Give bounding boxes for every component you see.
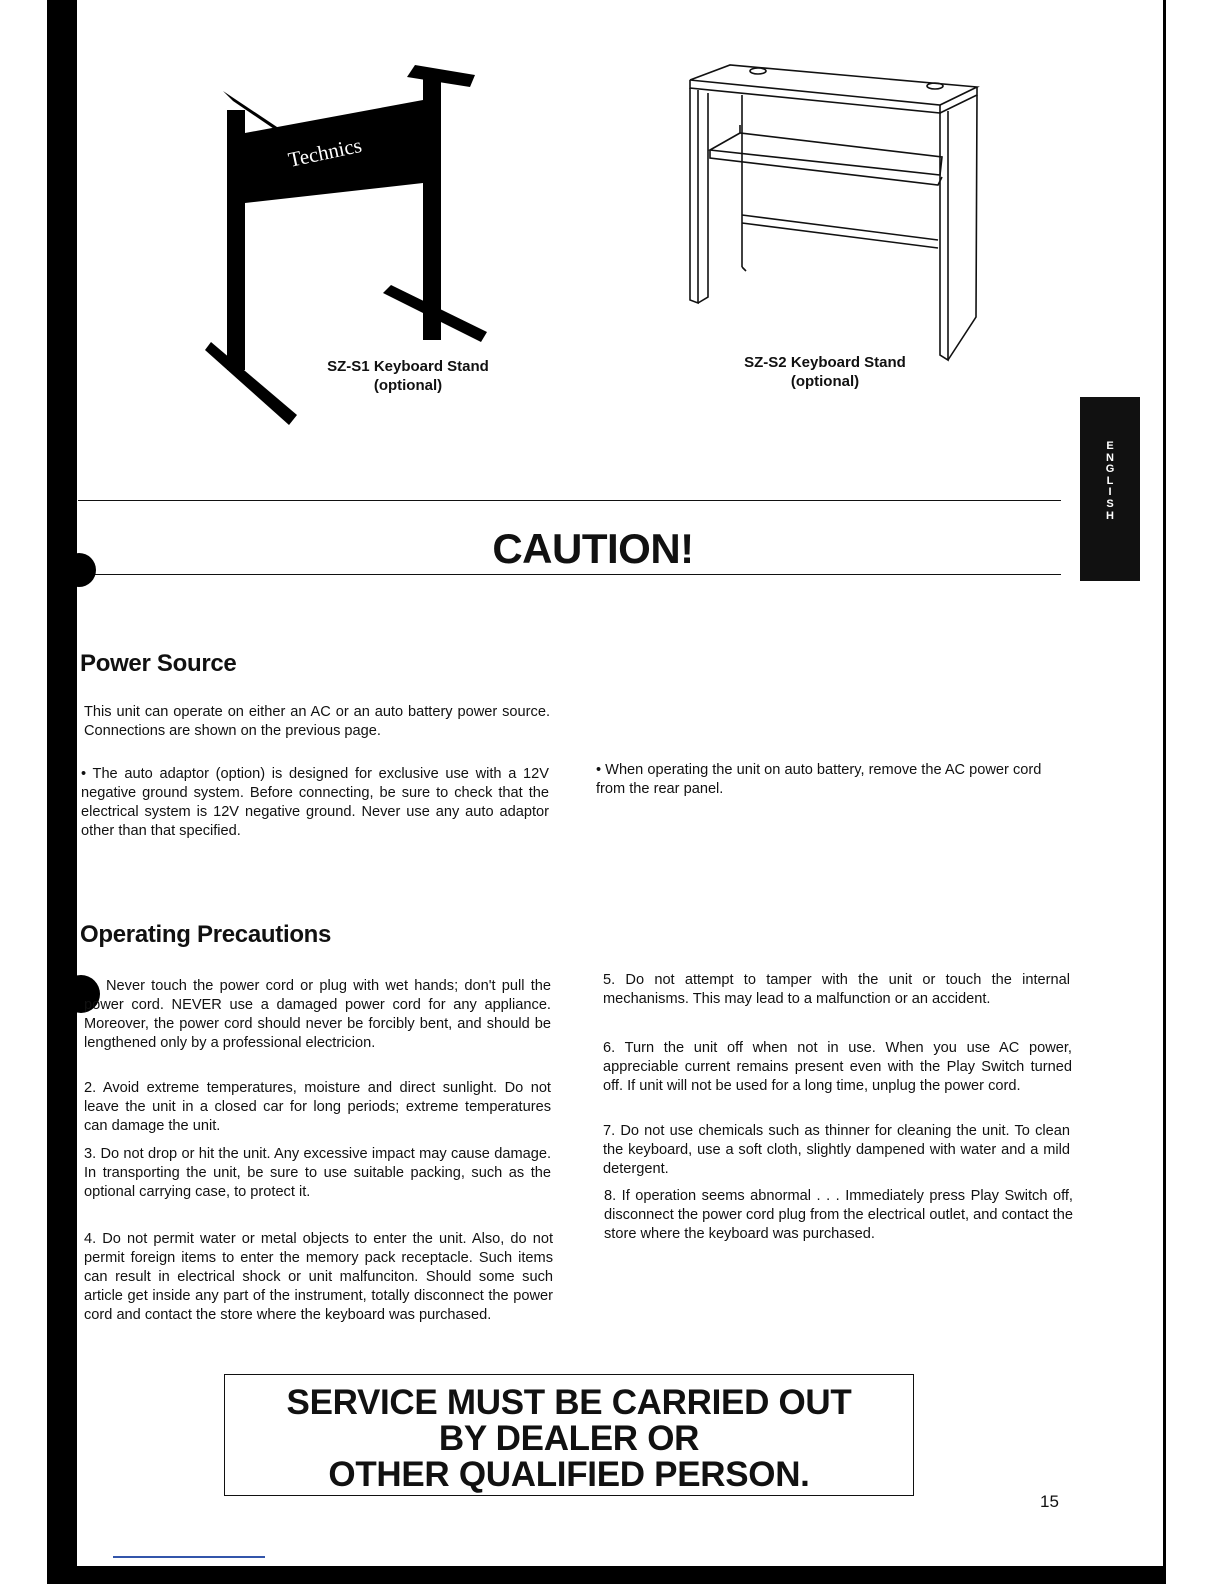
- service-notice-box: [224, 1374, 914, 1496]
- scan-border-right: [1163, 0, 1166, 1584]
- precaution-item-1: Never touch the power cord or plug with wet hands; don't pull the power cord. NEVER use a damaged power cord for any appliance. Moreover, the power cord should never be forcibly bent, and should be lengthened only by a professional electricion.: [84, 978, 551, 1051]
- sz-s1-caption-optional: (optional): [373, 377, 443, 394]
- service-notice-line-1: SERVICE MUST BE CARRIED OUT: [286, 1383, 852, 1422]
- language-tab-letter: I: [1108, 486, 1112, 499]
- scan-border-bottom: [47, 1566, 1166, 1584]
- precaution-item-2: 2. Avoid extreme temperatures, moisture and direct sunlight. Do not leave the unit in a closed car for long periods; extreme temperatures can damage the unit.: [84, 1080, 551, 1134]
- operating-precautions-heading: Operating Precautions: [80, 921, 332, 948]
- power-source-intro: This unit can operate on either an AC or an auto battery power source. Connections are shown on the previous page.: [84, 704, 550, 739]
- stand1-left-upright: [227, 110, 245, 370]
- scan-border-left: [47, 0, 77, 1584]
- precaution-item-6: 6. Turn the unit off when not in use. When you use AC power, appreciable current remains present even with the Play Switch turned off. If unit will not be used for a long time, unplug the power cord.: [603, 1040, 1072, 1094]
- language-tab-letter: G: [1105, 463, 1115, 476]
- precaution-item-7: 7. Do not use chemicals such as thinner for cleaning the unit. To clean the keyboard, use a soft cloth, slightly dampened with water and a mild detergent.: [603, 1123, 1070, 1177]
- auto-adaptor-note: • The auto adaptor (option) is designed for exclusive use with a 12V negative ground system. Before connecting, be sure to check that the electrical system is 12V negative ground. Never use any auto adaptor other than that specified.: [81, 766, 549, 839]
- power-source-heading: Power Source: [80, 650, 237, 677]
- sz-s2-caption: [730, 353, 920, 391]
- language-tab-letter: E: [1106, 440, 1114, 452]
- language-tab-letter: N: [1106, 451, 1114, 464]
- stand1-brand-text: Technics: [286, 132, 364, 172]
- scan-artifact-line: [113, 1556, 265, 1558]
- precaution-item-5: 5. Do not attempt to tamper with the unit or touch the internal mechanisms. This may lead to a malfunction or an accident.: [603, 972, 1070, 1007]
- sz-s2-caption-title: SZ-S2 Keyboard Stand: [744, 354, 906, 371]
- language-tab-letter: L: [1106, 474, 1114, 487]
- language-tab-letter: S: [1106, 497, 1114, 510]
- sz-s1-caption-title: SZ-S1 Keyboard Stand: [327, 358, 489, 375]
- sz-s2-stand-illustration: [680, 55, 990, 365]
- service-notice-line-3: OTHER QUALIFIED PERSON.: [328, 1455, 810, 1494]
- caution-top-rule: [78, 500, 1061, 501]
- precaution-item-4: 4. Do not permit water or metal objects to enter the unit. Also, do not permit foreign items to enter the memory pack receptacle. Such items can result in electrical shock or unit malfunciton. Should some such article get inside any part of the instrument, totally disconnect the power cord and contact the store where the keyboard was purchased.: [84, 1231, 553, 1323]
- auto-battery-note: • When operating the unit on auto battery, remove the AC power cord from the rear panel.: [596, 762, 1042, 797]
- language-tab-letter: H: [1106, 509, 1114, 522]
- stand1-left-foot: [205, 342, 297, 425]
- sz-s2-caption-optional: (optional): [790, 373, 860, 390]
- stand1-right-upright: [423, 73, 441, 340]
- language-tab-label: [1080, 441, 1140, 522]
- precaution-item-8: 8. If operation seems abnormal . . . Immediately press Play Switch off, disconnect the power cord plug from the electrical outlet, and contact the store where the keyboard was purchased.: [604, 1188, 1073, 1242]
- caution-title: CAUTION!: [492, 525, 694, 572]
- sz-s1-caption: [310, 357, 506, 395]
- precaution-item-3: 3. Do not drop or hit the unit. Any excessive impact may cause damage. In transporting the unit, be sure to use suitable packing, such as the optional carrying case, to protect it.: [84, 1146, 551, 1200]
- binding-hole-mark: [62, 553, 96, 587]
- caution-bottom-rule: [78, 574, 1061, 575]
- service-notice-line-2: BY DEALER OR: [438, 1419, 700, 1458]
- page-number: 15: [1040, 1492, 1059, 1511]
- stand2-top-surface: [690, 65, 977, 105]
